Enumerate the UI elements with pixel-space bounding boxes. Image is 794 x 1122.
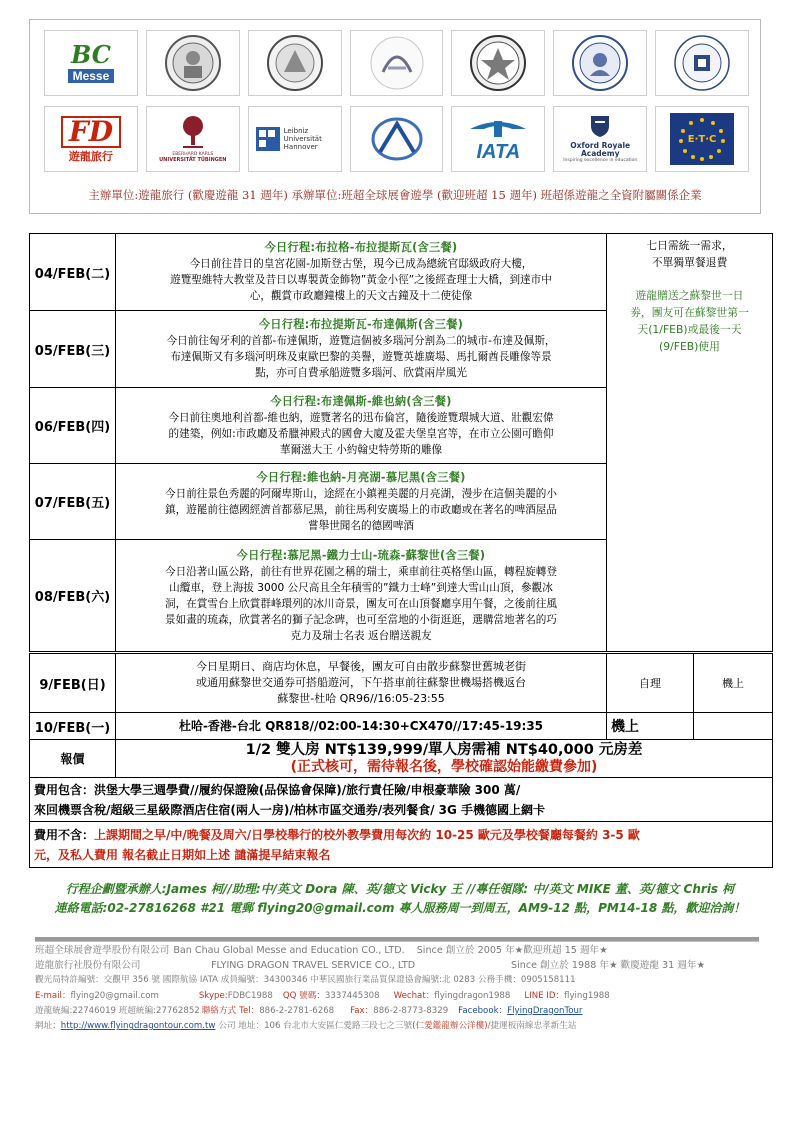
day-title: 今日行程:慕尼黑-鐵力士山-琉森-蘇黎世(含三餐) [236,548,486,562]
hannover-wordmark: Leibniz Universität Hannover [283,126,322,152]
tubingen-line2: UNIVERSITÄT TÜBINGEN [159,156,227,163]
kl-emblem-logo [350,106,444,172]
address-note: (仁愛鑑龍辦公洋樓) [412,1021,488,1032]
contact-block [35,880,765,918]
day-line: 華爾滋大王 小約翰史特勞斯的雕像 [279,443,443,456]
footer-company1 [35,943,759,958]
day-line: 鎮，遊罷前往德國經濟首都慕尼黑，前往馬利安廣場上的市政廳或在著名的啤酒屋品 [165,503,557,516]
seal-emblem-logo [451,30,545,96]
day-title: 今日行程:布達佩斯-維也納(含三餐) [270,394,452,408]
humboldt-seal-logo [553,30,647,96]
zurich-pass-note: 天(1/FEB)或最後一天 [637,323,742,336]
meal-status: 機上 [694,653,773,713]
zurich-pass-note: 劵，團友可在蘇黎世第一 [630,306,749,319]
wechat-label: Wechat： [393,990,435,1001]
address-label: 公司 地址： [218,1021,265,1032]
zurich-pass-note: (9/FEB)使用 [659,340,720,353]
oxford-wordmark: Oxford Royale Academy [570,141,631,159]
price-main: 1/2 雙人房 NT$139,999/單人房需補 NT$40,000 元房差 [245,741,643,758]
day-detail [116,311,607,388]
line-label: LINE ID： [524,990,565,1001]
day-title: 今日行程:布拉提斯瓦-布達佩斯(含三餐) [258,318,464,331]
day-date: 9/FEB(日) [30,653,116,713]
day-line: 布達佩斯又有多瑙河明珠及東歐巴黎的美譽，遊覽英雄廣場、馬扎爾酋長雕像等景 [170,351,552,363]
mrt-note: /捷運板南線忠孝新生站 [487,1021,577,1032]
tree-icon [179,115,207,149]
company-footer [35,943,759,1034]
includes-line: 來回機票含稅/超級三星級際酒店住宿(兩人一房)/柏林市區交通券/表列餐食/ 3G 手機德國上網卡 [34,802,546,817]
price-note: (正式核可，需待報名後，學校確認始能繳費參加) [290,758,598,775]
fdl-emblem-logo [350,30,444,96]
footer-license [35,973,759,988]
table-row [30,822,773,868]
day-line: 遊覽聖維特大教堂及昔日以專製黃金飾物”黃金小徑”之後經查理士大橋，到達市中 [170,274,552,286]
tubingen-logo [146,106,240,172]
day-line: 蘇黎世-杜哈 QR96//16:05-23:55 [277,692,445,705]
includes-cell [30,778,773,822]
day-detail [116,388,607,464]
facebook-label: Facebook： [458,1005,508,1016]
tel-value: 886-2-2781-6268 [259,1005,335,1016]
table-row [30,234,773,311]
day-date: 04/FEB(二) [30,234,116,311]
contact-label: 聯絡方式 [201,1005,237,1016]
price-cell [116,740,773,778]
footer-divider [35,937,759,942]
table-row [30,740,773,778]
website-link[interactable]: http://www.flyingdragontour.com.tw [60,1021,216,1032]
footer-company2 [35,958,759,973]
license-text: 觀光局特許編號：交觀甲 356 號 國際航協 IATA 成員編號：34300346 中華民國旅行業品質保證協會編號:北 0283 公務手機：0905158111 [35,975,576,986]
day-line: 山纜車，登上海拔 3000 公尺高且全年積雪的”鐵力士峰”到達大雪山山頂，參觀冰 [169,581,553,594]
email-value[interactable]: flying20@gmail.com [70,990,159,1001]
footer-phones [35,1004,759,1019]
meal-note-line: 不單獨單餐退費 [651,256,728,269]
skype-value: FDBC1988 [227,990,273,1001]
bc-messe-logo [44,30,138,96]
university-seal-logo [248,30,342,96]
day-date: 06/FEB(四) [30,388,116,464]
fax-label: Fax： [350,1005,374,1016]
day-detail [116,653,607,713]
day-line: 心，觀賞市政廳鐘樓上的天文古鐘及十二使徒像 [249,290,473,302]
day-title: 今日行程:維也納-月亮湖-慕尼黑(含三餐) [256,470,466,484]
footer-address [35,1019,759,1034]
logo-row-bottom [44,106,749,172]
line-value: flying1988 [564,990,610,1001]
company1-since: Since 創立於 2005 年★歡迎班超 15 週年★ [416,945,608,956]
day-line: 嘗舉世聞名的德國啤酒 [308,519,414,532]
zurich-pass-note: 遊龍贈送之蘇黎世一日 [635,289,744,302]
qq-value: 3337445308 [324,990,380,1001]
day-title: 今日行程:布拉格-布拉提斯瓦(含三餐) [264,241,458,254]
day-date: 10/FEB(一) [30,713,116,740]
meal-note-cell [607,234,773,653]
sponsor-line: 主辦單位:遊龍旅行 (歡慶遊龍 31 週年) 承辦單位:班超全球展會遊學 (歡迎班超 15 週年) 班超係遊龍之全資附屬關係企業 [88,188,702,202]
bc-logo-mark: BC [71,40,111,69]
tel-label: Tel： [239,1005,260,1016]
unified-numbers: 遊龍統編:22746019 班超統編:27762852 [35,1005,200,1016]
day-line: 今日前往昔日的皇宮花園-加斯登古堡，現今已成為總統官邸級政府大樓， [189,258,533,270]
tubingen-line1: EBERHARD KARLS [172,151,214,157]
hannover-logo [248,106,342,172]
phone-email-line: 連絡電話:02-27816268 #21 電郵 flying20@gmail.com 專人服務周一到周五，AM9-12 點，PM14-18 點，歡迎洽詢！ [54,901,746,915]
day-line: 克力及瑞士名表 返台贈送親友 [290,629,432,642]
day-line: 或通用蘇黎世交通券可搭船遊河，下午搭車前往蘇黎世機場搭機返台 [196,676,526,689]
day-date: 05/FEB(三) [30,311,116,388]
iata-logo [451,106,545,172]
etc-wordmark: E·T·C [687,133,717,145]
day-detail [116,464,607,540]
company1-cn: 班超全球展會遊學股份有限公司 [35,945,170,956]
meal-status: 機上 [607,713,694,740]
day-line: 的建築，例如:市政廳及希臘神殿式的國會大廈及霍夫堡皇宮等，在市立公園可瞻仰 [168,427,554,440]
day-detail [116,540,607,653]
day-line: 今日沿著山區公路，前往有世界花園之稱的瑞士，乘車前往英格堡山區，轉程旋轉登 [165,565,557,578]
meal-note-line: 七日需統一需求， [646,239,733,252]
company2-cn: 遊龍旅行社股份有限公司 [35,960,141,972]
iata-wing-icon [468,117,528,139]
hannover-mark-icon [256,127,280,151]
table-row [30,713,773,740]
day-line: 洞，在賞雪台上欣賞群峰環列的冰川奇景，團友可在山頂餐廳享用午餐，之後前往風 [165,597,557,610]
day-line: 景如畫的琉森，欣賞著名的獅子記念碑，也可至當地的小街逛逛，選購當地著名的巧 [165,613,557,626]
company2-en: FLYING DRAGON TRAVEL SERVICE CO., LTD [211,960,416,972]
fd-logo-word: 遊龍旅行 [68,150,113,163]
etc-logo [655,106,749,172]
day-date: 08/FEB(六) [30,540,116,653]
price-label: 報價 [30,740,116,778]
includes-line: 費用包含：洪堡大學三週學費//履約保證險(品保協會保障)/旅行責任險/申根豪華險 300 萬/ [34,782,521,797]
day-line: 今日前往匈牙利的首都-布達佩斯，遊覽這個被多瑙河分割為二的城市-布達及佩斯， [166,335,556,347]
oxford-tagline: Inspiring excellence in education [563,157,638,163]
logo-banner [29,19,761,214]
itinerary-table [29,233,773,868]
oxford-royale-logo [553,106,647,172]
heidelberg-seal-logo [146,30,240,96]
fd-logo-mark: FD [61,116,121,148]
excludes-text: 元，及私人費用 報名截止日期如上述 譴滿提早結束報名 [34,847,331,862]
day-line: 今日前往奧地利首都-維也納，遊覽著名的迅布倫宮，隨後遊覽環城大道、壯觀宏偉 [168,411,554,424]
empty-cell [694,713,773,740]
footer-contacts [35,989,759,1004]
facebook-link[interactable]: FlyingDragonTour [507,1005,583,1016]
meal-status: 自理 [607,653,694,713]
company2-since: Since 創立於 1988 年★ 歡慶遊龍 31 週年★ [511,960,706,972]
crest-icon [589,114,611,138]
day-line: 今日前往景色秀麗的阿爾卑斯山，途經在小鎮裡美麗的月亮湖，漫步在這個美麗的小 [165,487,557,500]
table-row [30,653,773,713]
address-value: 106 台北市大安區仁愛路三段七之三號 [264,1021,413,1032]
email-label: E-mail： [35,990,71,1001]
hamburg-seal-logo [655,30,749,96]
skype-label: Skype: [198,990,228,1001]
wechat-value: flyingdragon1988 [434,990,511,1001]
excludes-label: 費用不含： [34,827,95,842]
company1-en: Ban Chau Global Messe and Education CO., LTD. [173,945,405,956]
qq-label: QQ 號碼： [282,990,325,1001]
logo-row-top [44,30,749,96]
fax-value: 886-2-8773-8329 [373,1005,449,1016]
excludes-cell [30,822,773,868]
day-detail [116,234,607,311]
bc-logo-word: Messe [68,69,115,83]
day-detail: 杜哈-香港-台北 QR818//02:00-14:30+CX470//17:45-19:35 [116,713,607,740]
fd-travel-logo [44,106,138,172]
table-row [30,778,773,822]
day-date: 07/FEB(五) [30,464,116,540]
iata-wordmark: IATA [476,140,521,163]
excludes-text: 上課期間之早/中/晚餐及周六/日學校舉行的校外教學費用每次約 10-25 歐元及學校餐廳每餐約 3-5 歐 [94,827,640,842]
staff-line: 行程企劃暨承辦人:James 柯//助理:中/英文 Dora 陳、英/德文 Vicky 王 //專任領隊: 中/英文 MIKE 董、英/德文 Chris 柯 [65,882,735,896]
day-line: 點，亦可自費承船遊覽多瑙河、欣賞兩岸風光 [255,367,467,379]
site-label: 網址： [35,1021,61,1032]
day-line: 今日星期日、商店均休息，早餐後，團友可自由散步蘇黎世舊城老街 [196,660,526,673]
